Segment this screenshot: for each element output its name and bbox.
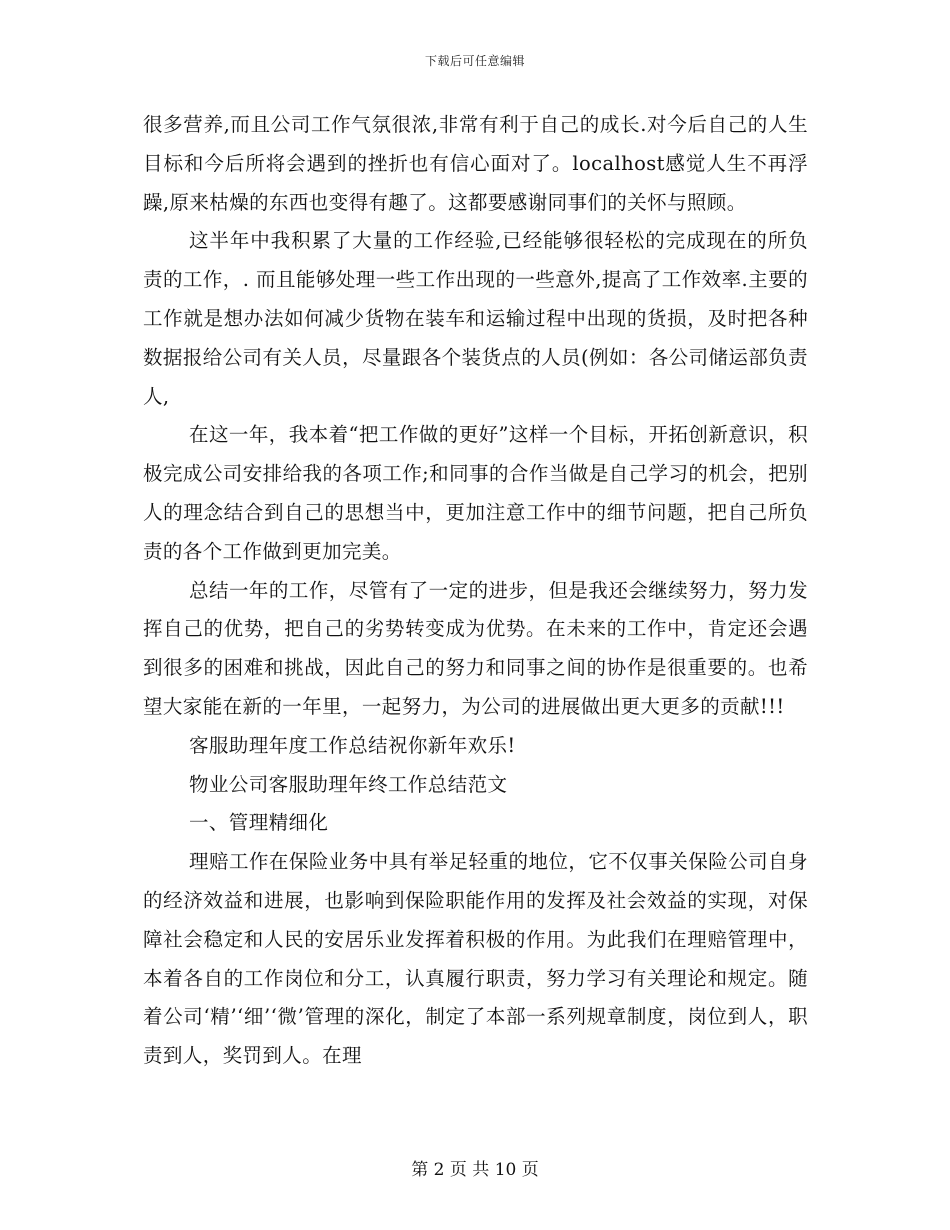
body-text xyxy=(143,106,808,1076)
page-footer xyxy=(0,1155,950,1180)
paragraph: 很多营养,而且公司工作气氛很浓,非常有利于自己的成长.对今后自己的人生目标和今后所将会遇到的挫折也有信心面对了。localhost感觉人生不再浮躁,原来枯燥的东西也变得有趣了。这都要感谢同事们的关怀与照顾。 xyxy=(143,113,808,214)
section-title: 物业公司客服助理年终工作总结范文 xyxy=(189,772,508,796)
paragraph: 理赔工作在保险业务中具有举足轻重的地位，它不仅事关保险公司自身的经济效益和进展，也影响到保险职能作用的发挥及社会效益的实现，对保障社会稳定和人民的安居乐业发挥着积极的作用。为此我们在理赔管理中，本着各自的工作岗位和分工，认真履行职责，努力学习有关理论和规定。随着公司‘精’‘细’‘微’管理的深化，制定了本部一系列规章制度，岗位到人，职责到人，奖罚到人。在理 xyxy=(143,850,808,1068)
paragraph: 在这一年，我本着“把工作做的更好”这样一个目标，开拓创新意识，积极完成公司安排给我的各项工作;和同事的合作当做是自己学习的机会，把别人的理念结合到自己的思想当中，更加注意工作中的细节问题，把自己所负责的各个工作做到更加完美。 xyxy=(143,423,808,563)
paragraph: 总结一年的工作，尽管有了一定的进步，但是我还会继续努力，努力发挥自己的优势，把自己的劣势转变成为优势。在未来的工作中，肯定还会遇到很多的困难和挑战，因此自己的努力和同事之间的协作是很重要的。也希望大家能在新的一年里，一起努力，为公司的进展做出更大更多的贡献!!! xyxy=(143,578,808,718)
section-heading: 一、管理精细化 xyxy=(189,811,329,835)
paragraph: 这半年中我积累了大量的工作经验,已经能够很轻松的完成现在的所负责的工作，. 而且能够处理一些工作出现的一些意外,提高了工作效率.主要的工作就是想办法如何减少货物在装车和运输过程中出现的货损，及时把各种数据报给公司有关人员，尽量跟各个装货点的人员(例如：各公司储运部负责人, xyxy=(143,229,808,408)
page-header: 下载后可任意编辑 xyxy=(424,54,525,68)
paragraph: 客服助理年度工作总结祝你新年欢乐! xyxy=(189,733,516,757)
page-number-label: 第 2 页 共 10 页 xyxy=(411,1160,539,1180)
